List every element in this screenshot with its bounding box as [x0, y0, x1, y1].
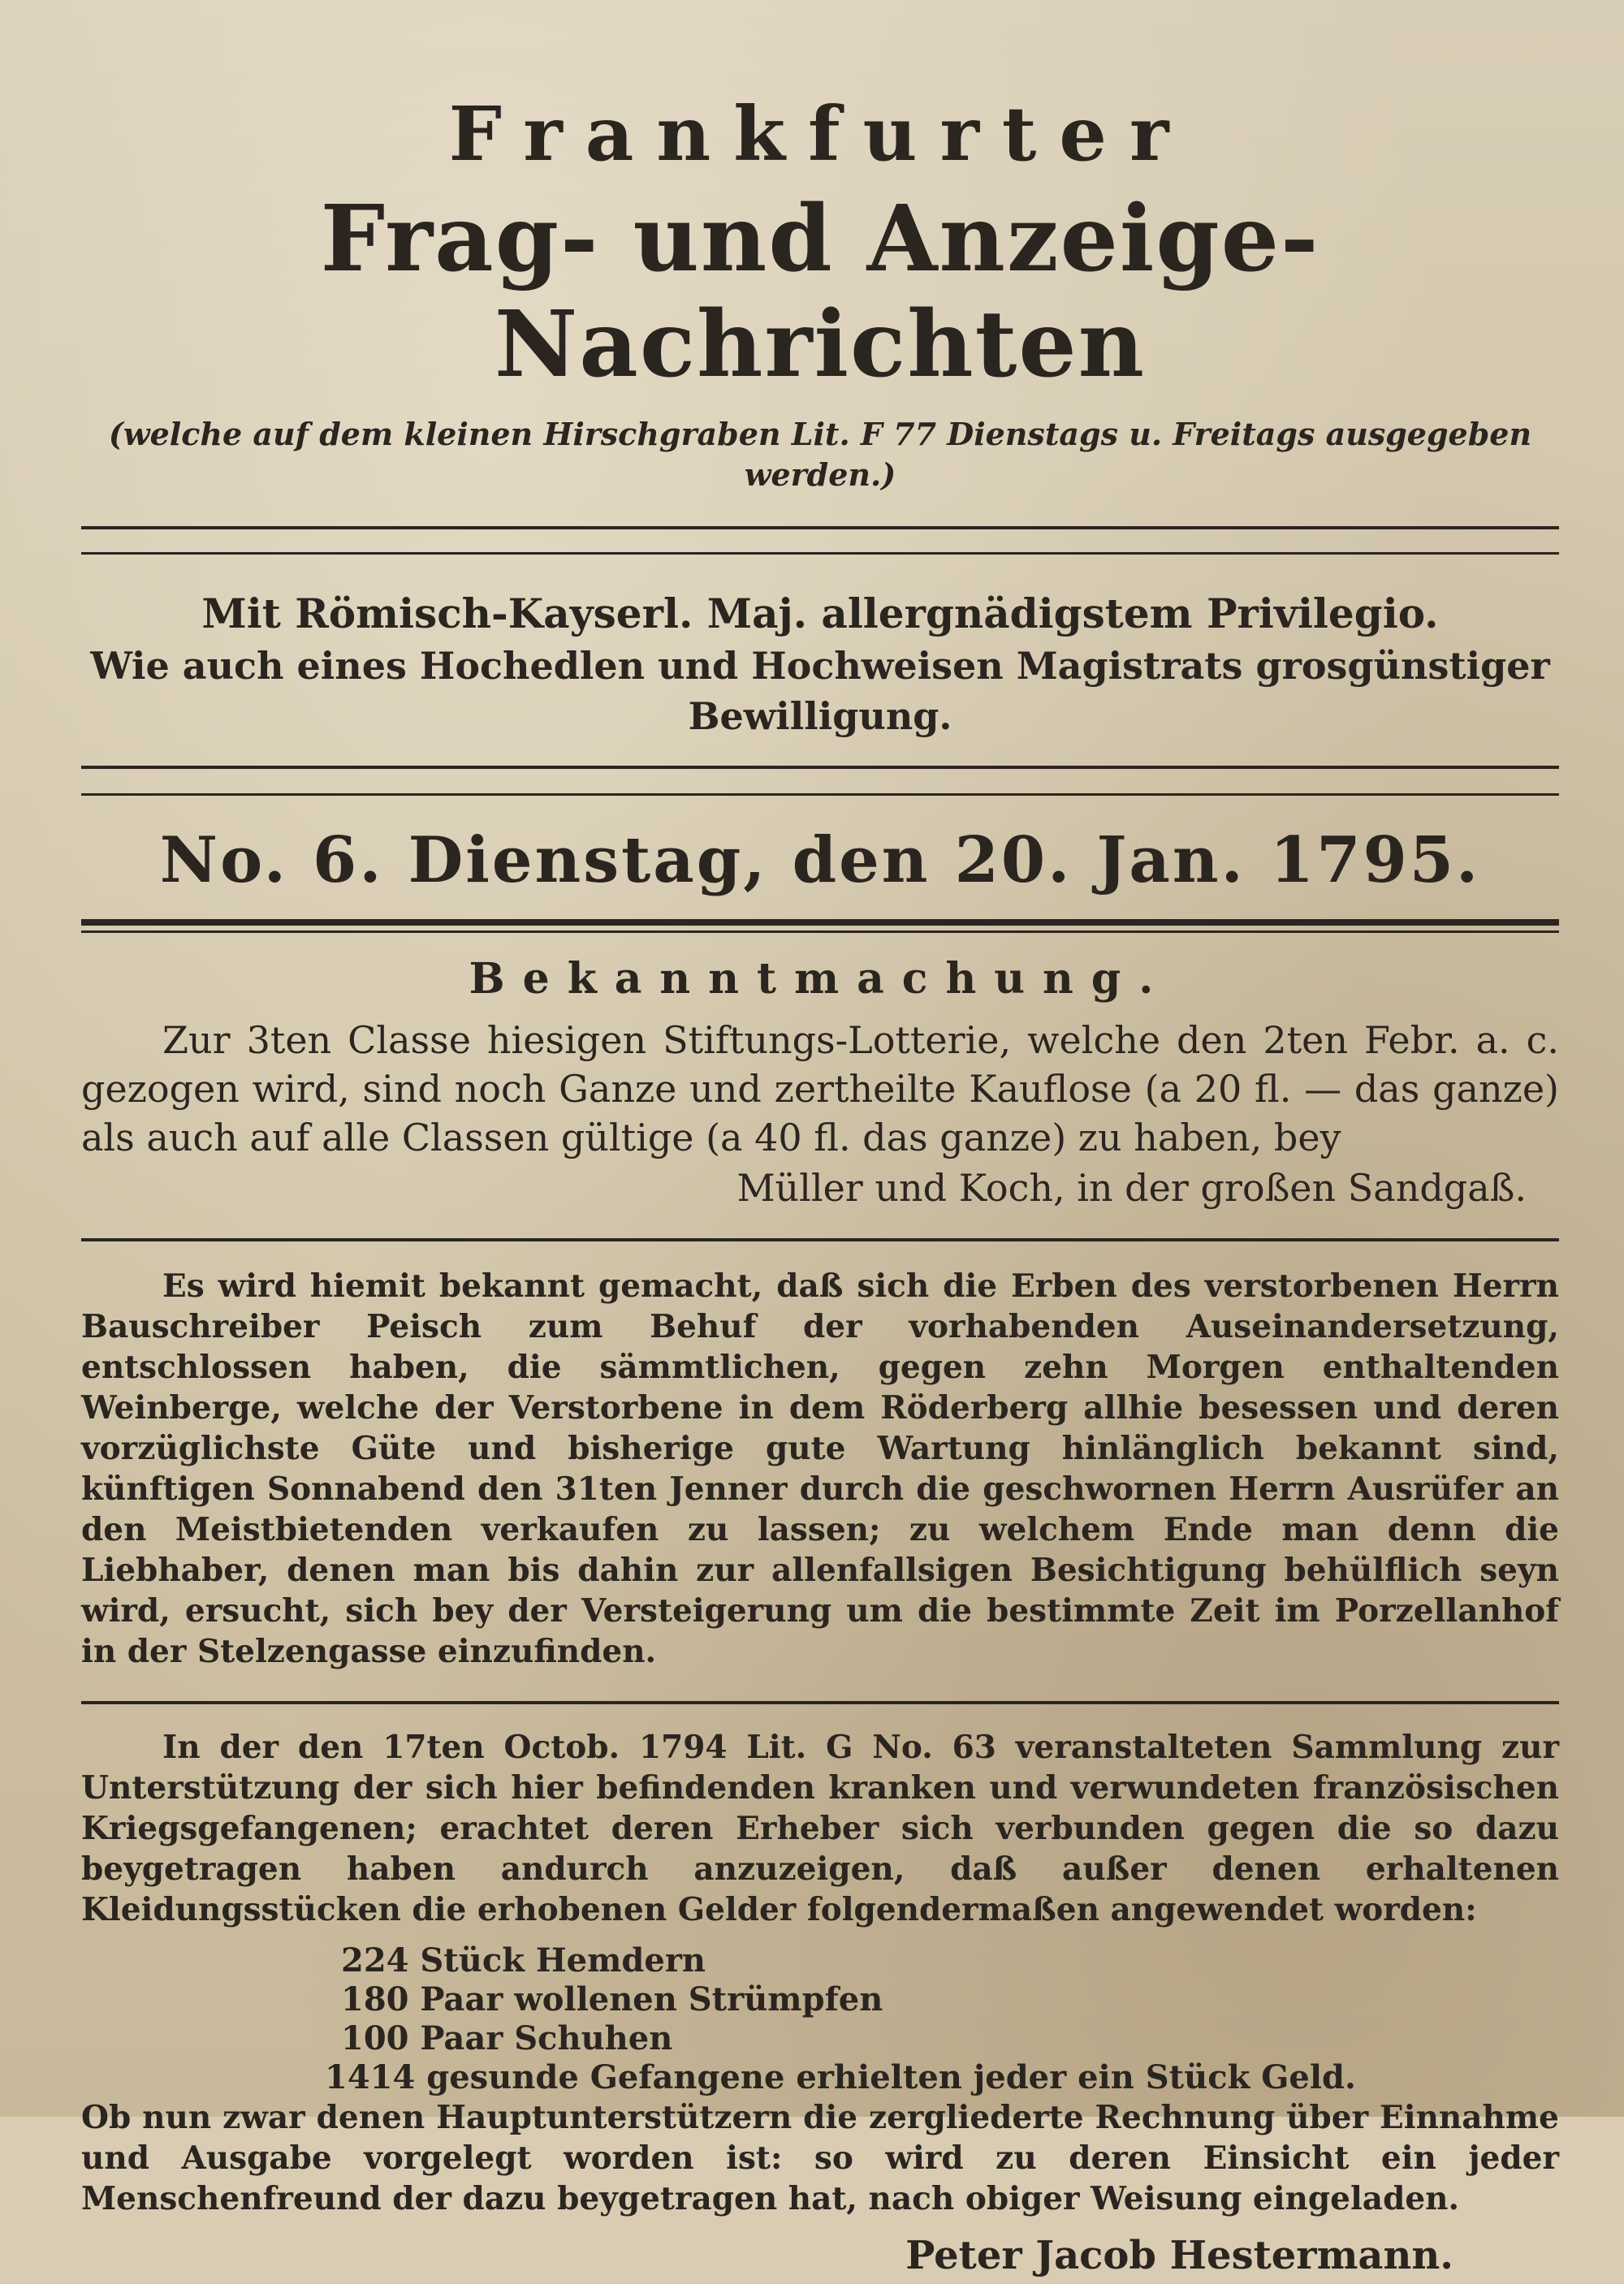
list-item: 1414 gesunde Gefangene erhielten jeder ein Stück Geld.: [325, 2058, 1356, 2096]
list-item: 224 Stück Hemdern: [341, 1941, 706, 1980]
list-item: 100 Paar Schuhen: [341, 2019, 673, 2057]
lottery-notice: [81, 951, 1559, 1214]
notice-intro: In der den 17ten Octob. 1794 Lit. G No. 63 veranstalteten Sammlung zur Unterstützung der sich hier befindenden kranken und verwundeten französischen Kriegsgefangenen; erachtet deren Erheber sich verbunden gegen die so dazu beygetragen haben andurch anzuzeigen, daß außer denen erhaltenen Kleidungsstücken die erhobenen Gelder folgendermaßen angewendet worden:: [81, 1729, 1559, 1928]
collection-notice: [81, 1727, 1559, 2284]
notice-text: Es wird hiemit bekannt gemacht, daß sich die Erben des verstorbenen Herrn Bauschreiber Peisch zum Behuf der vorhabenden Auseinandersetzung, entschlossen haben, die sämmtlichen, gegen zehn Morgen enthaltenden Weinberge, welche der Verstorbene in dem Röderberg allhie besessen und deren vorzüglichste Güte und bisherige gute Wartung hinlänglich bekannt sind, künftigen Sonnabend den 31ten Jenner durch die geschwornen Herrn Ausrüfer an den Meistbietenden verkaufen zu lassen; zu welchem Ende man denn die Liebhaber, denen man bis dahin zur allenfallsigen Besichtigung behülflich seyn wird, ersucht, sich bey der Versteigerung um die bestimmte Zeit im Porzellanhof in der Stelzengasse einzufinden.: [81, 1267, 1559, 1670]
notice-text: Zur 3ten Classe hiesigen Stiftungs-Lotterie, welche den 2ten Febr. a. c. gezogen wird, sind noch Ganze und zertheilte Kauflose (a 20 fl. — das ganze) als auch auf alle Classen gültige (a 40 fl. das ganze) zu haben, bey: [81, 1018, 1559, 1159]
masthead-title: Frag- und Anzeige-Nachrichten: [320, 186, 1320, 398]
page-content: [81, 89, 1559, 2284]
masthead-city: Frankfurter: [448, 90, 1192, 178]
distribution-list: [325, 1941, 1559, 2097]
privilege-line-2: Wie auch eines Hochedlen und Hochweisen Magistrats grosgünstiger Bewilligung.: [90, 644, 1550, 738]
notice-heading: Bekanntmachung.: [469, 954, 1172, 1004]
privilege-block: [81, 587, 1559, 741]
double-rule: [81, 919, 1559, 933]
notice-signature: Peter Jacob Hestermann.: [905, 2233, 1453, 2278]
privilege-line-1: Mit Römisch-Kayserl. Maj. allergnädigstem Privilegio.: [201, 589, 1439, 637]
notice-signature: Müller und Koch, in der großen Sandgaß.: [736, 1166, 1527, 1210]
list-item: 180 Paar wollenen Strümpfen: [341, 1980, 883, 2018]
masthead: [81, 89, 1559, 495]
vineyard-notice: [81, 1266, 1559, 1672]
notice-closing: Ob nun zwar denen Hauptunterstützern die zergliederte Rechnung über Einnahme und Ausgabe vorgelegt worden ist: so wird zu deren Einsicht ein jeder Menschenfreund der dazu beygetragen hat, nach obiger Weisung eingeladen.: [81, 2099, 1559, 2217]
masthead-subtitle: (welche auf dem kleinen Hirschgraben Lit. F 77 Dienstags u. Freitags ausgegeben werden.): [108, 416, 1532, 493]
issue-line: No. 6. Dienstag, den 20. Jan. 1795.: [159, 823, 1481, 897]
